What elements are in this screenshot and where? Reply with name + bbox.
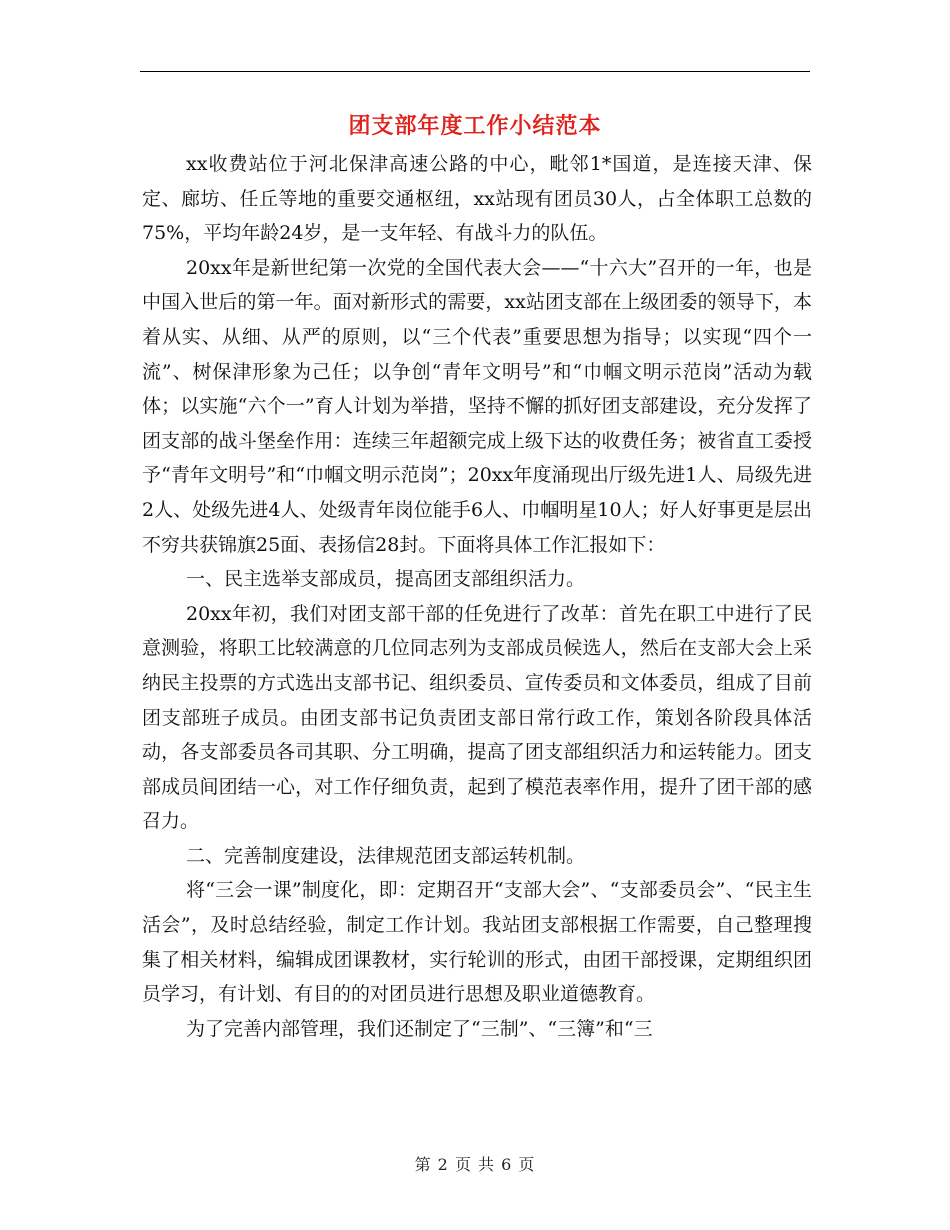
section-heading-2: 二、完善制度建设，法律规范团支部运转机制。 <box>186 844 586 867</box>
header-rule <box>140 71 810 72</box>
paragraph-system: 将“三会一课”制度化，即：定期召开“支部大会”、“支部委员会”、“民主生活会”，及时总结经验，制定工作计划。我站团支部根据工作需要，自己整理搜集了相关材料，编辑成团课教材，实行轮训的形式，由团干部授课，定期组织团员学习，有计划、有目的的对团员进行思想及职业道德教育。 <box>142 879 812 1006</box>
page-number: 第 2 页 共 6 页 <box>414 1155 536 1174</box>
section-heading-1: 一、民主选举支部成员，提高团支部组织活力。 <box>186 568 586 591</box>
document-body <box>142 147 812 1046</box>
paragraph-overview: 20xx年是新世纪第一次党的全国代表大会——“十六大”召开的一年，也是中国入世后的第一年。面对新形式的需要，xx站团支部在上级团委的领导下，本着从实、从细、从严的原则，以“三个代表”重要思想为指导；以实现“四个一流”、树保津形象为己任；以争创“青年文明号”和“巾帼文明示范岗”活动为载体；以实施“六个一”育人计划为举措，坚持不懈的抓好团支部建设，充分发挥了团支部的战斗堡垒作用：连续三年超额完成上级下达的收费任务；被省直工委授予“青年文明号”和“巾帼文明示范岗”；20xx年度涌现出厅级先进1人、局级先进2人、处级先进4人、处级青年岗位能手6人、巾帼明星10人；好人好事更是层出不穷共获锦旗25面、表扬信28封。下面将具体工作汇报如下： <box>142 256 812 556</box>
paragraph-election: 20xx年初，我们对团支部干部的任免进行了改革：首先在职工中进行了民意测验，将职工比较满意的几位同志列为支部成员候选人，然后在支部大会上采纳民主投票的方式选出支部书记、组织委员、宣传委员和文体委员，组成了目前团支部班子成员。由团支部书记负责团支部日常行政工作，策划各阶段具体活动，各支部委员各司其职、分工明确，提高了团支部组织活力和运转能力。团支部成员间团结一心，对工作仔细负责，起到了模范表率作用，提升了团干部的感召力。 <box>142 602 812 833</box>
document-title: 团支部年度工作小结范本 <box>348 113 602 139</box>
paragraph-management: 为了完善内部管理，我们还制定了“三制”、“三簿”和“三 <box>186 1017 653 1040</box>
paragraph-intro: xx收费站位于河北保津高速公路的中心，毗邻1*国道，是连接天津、保定、廊坊、任丘等地的重要交通枢纽，xx站现有团员30人，占全体职工总数的75%，平均年龄24岁，是一支年轻、有战斗力的队伍。 <box>142 153 812 245</box>
